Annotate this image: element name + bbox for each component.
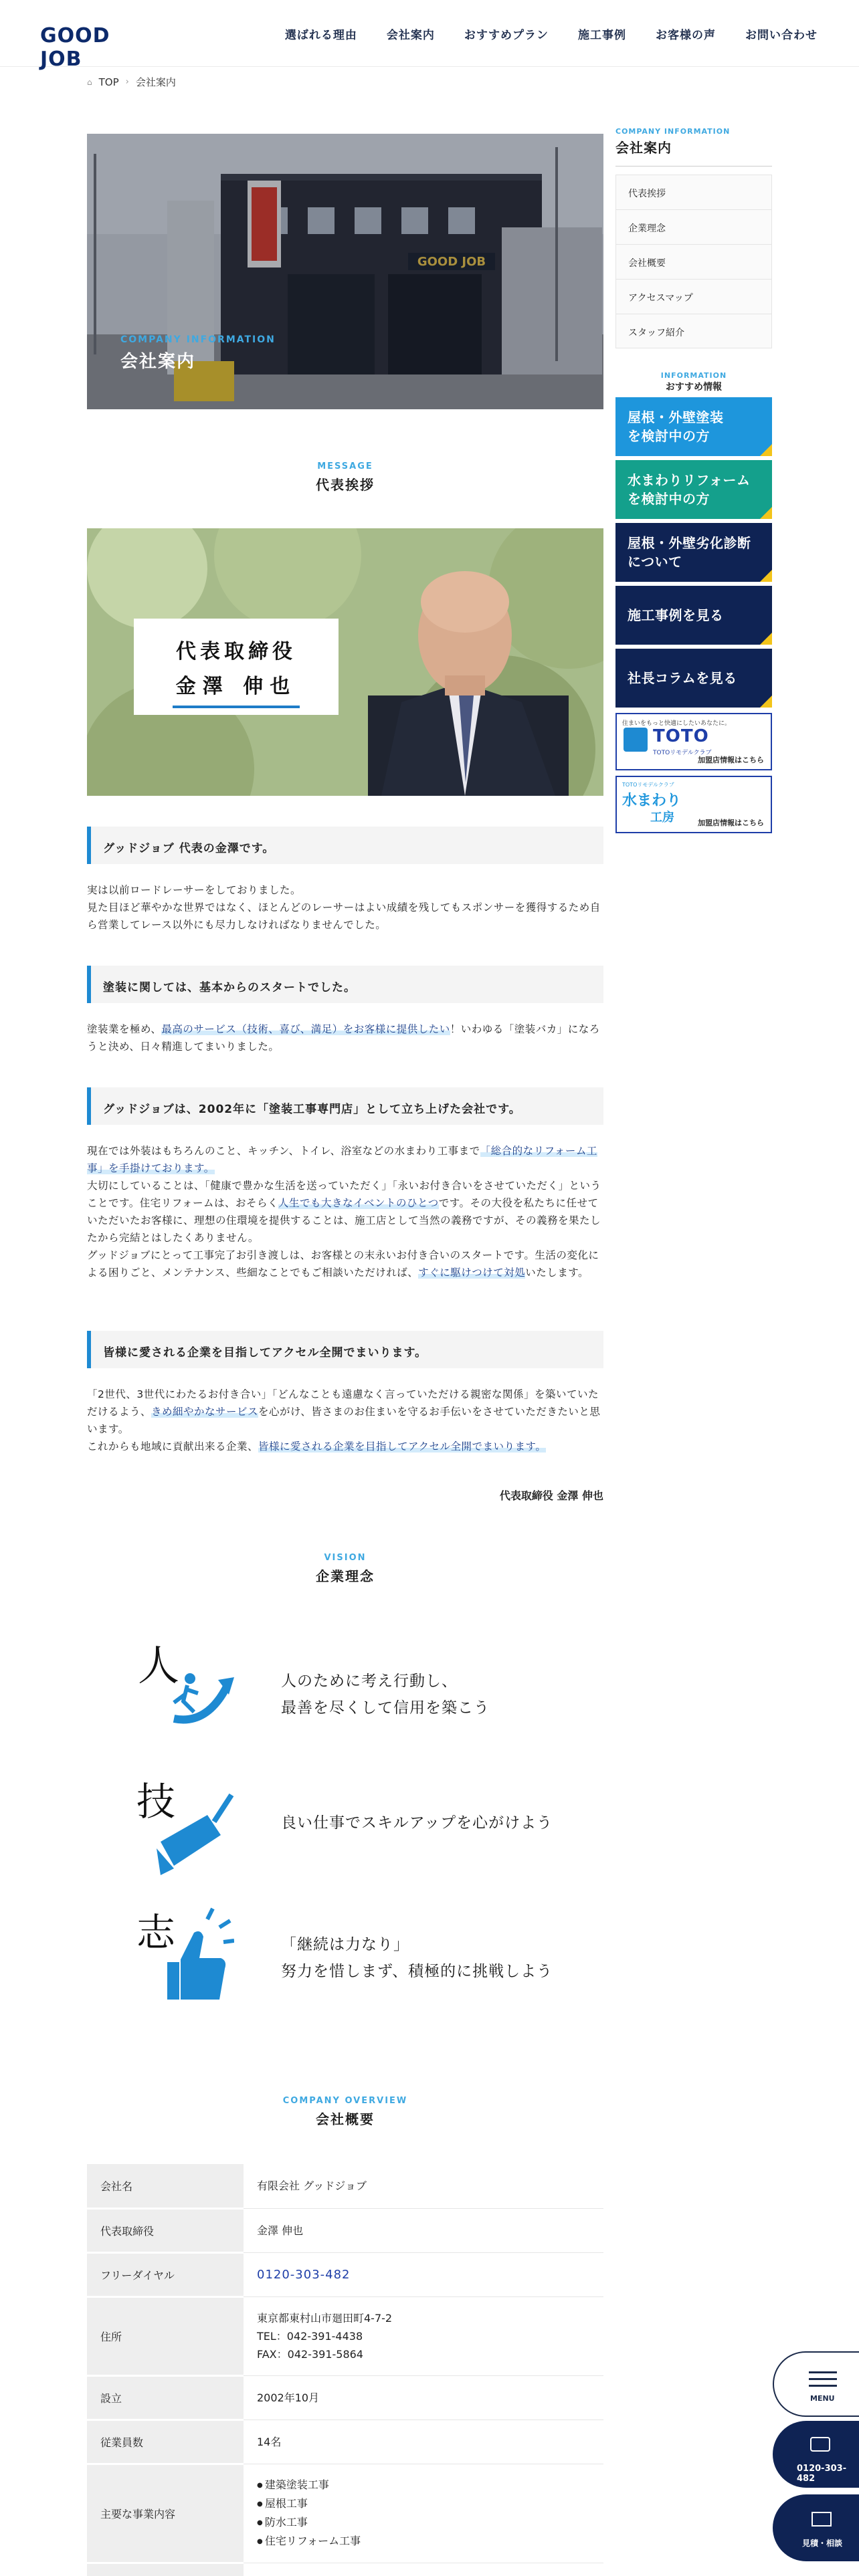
vision-item-1 [87,1638,603,1739]
banner-works[interactable] [615,586,772,645]
block-3-text-d: いたします。 [525,1267,589,1279]
phone-icon [810,2437,830,2452]
block-2-text-b: ！いわゆる「塗装バカ」になろうと決め、日々精進してまいりました。 [87,1023,600,1053]
vision-glyph-3: 志 [136,1910,176,1955]
banner-mizumawari-kobo[interactable] [615,776,772,833]
table-row [87,2252,603,2296]
site-header [0,0,859,71]
toto-mark-icon [624,728,648,752]
nav-reasons[interactable]: 選ばれる理由 [284,29,357,42]
nav-contact[interactable]: お問い合わせ [745,29,818,42]
overview-heading-en: COMPANY OVERVIEW [282,2096,408,2106]
sidebar-info-heading [615,371,772,393]
row-value-freedial [244,2252,603,2296]
nav-voices[interactable]: お客様の声 [656,29,716,42]
mizu-logo-2: 工房 [650,811,674,825]
vision-heading-en: VISION [324,1553,367,1563]
mizu-top: TOTOリモデルクラブ [622,782,674,788]
banner-3-line-2: について [628,554,682,570]
president-role: 代表取締役 [176,640,296,663]
block-3-highlight-1: 「総合的なリフォーム工事」を手掛けております。 [87,1145,597,1174]
nav-plans[interactable]: おすすめプラン [464,29,549,42]
row-label-employees: 従業員数 [87,2420,244,2464]
breadcrumb-current: 会社案内 [135,76,176,88]
message-block-4-body [87,1386,603,1455]
address-line: 東京都東村山市廻田町4-7-2 [257,2311,393,2325]
breadcrumb-home-icon: ⌂ [87,77,92,87]
block-4-text-b: を心がけ、皆さまのお住まいを守るお手伝いをさせていただきたいと思います。 これからも地域に貢献出来る企業、 [87,1406,601,1453]
freedial-link[interactable]: 0120-303-482 [257,2267,351,2282]
vision-2-line-1: 良い仕事でスキルアップを心がけよう [281,1814,553,1832]
vision-3-line-2: 努力を惜しまず、積極的に挑戦しよう [281,1963,553,1980]
message-block-4-heading: 皆様に愛される企業を目指してアクセル全開でまいります。 [87,1331,603,1368]
table-row [87,2464,603,2563]
row-value-address [244,2296,603,2375]
mizu-logo: 水まわり [622,792,682,809]
vision-text-1 [281,1668,490,1721]
floating-menu-button[interactable] [773,2351,859,2417]
vision-item-3 [87,1906,603,2006]
thumbs-up-icon [134,1906,234,2006]
block-4-highlight-1: きめ細やかなサービス [151,1406,259,1418]
banner-5-line-1: 社長コラムを見る [628,670,737,686]
floating-mail-label: 見積・相談 [802,2539,843,2548]
message-block-3-body [87,1142,603,1281]
row-label-freedial: フリーダイヤル [87,2252,244,2296]
banner-2-line-1: 水まわりリフォーム [628,472,751,488]
sidebar-info-en: INFORMATION [660,371,727,380]
list-item: ● 建築塗装工事 [257,2476,590,2494]
sidebar-item-message[interactable]: 代表挨拶 [615,175,772,209]
vision-heading-ja: 企業理念 [316,1568,375,1584]
row-value-employees: 14名 [244,2420,603,2464]
block-2-text-a: 塗装業を極め、 [87,1023,162,1035]
table-row [87,2563,603,2576]
table-row [87,2375,603,2420]
message-heading [87,461,603,494]
vision-3-line-1: 「継続は力なり」 [281,1936,409,1953]
logo-text: GOOD JOB [40,24,110,71]
row-label-rep: 代表取締役 [87,2208,244,2252]
floating-tel-button[interactable] [773,2421,859,2488]
breadcrumb-separator: › [125,77,129,87]
hero-image [87,134,603,409]
toto-note: 加盟店情報はこちら [698,756,764,764]
menu-label: MENU [810,2394,835,2403]
message-signature: 代表取締役 金澤 伸也 [499,1489,603,1502]
banner-toto-remodel-club[interactable] [615,713,772,770]
table-row [87,2420,603,2464]
vision-item-2 [87,1775,603,1875]
vision-heading [87,1553,603,1585]
block-3-text-c: です。その大役を私たちに任せていただいたお客様に、理想の住環境を提供することは、施工店として当然の義務ですが、その義務を果たしたから完結とはしたくありません。 グッドジョブにとって工事完了お引き渡しは、お客様との末永いお付き合いのスタートです。生活の変化による困りごと、メンテナンス、些細なことでもご相談いただければ、 [87,1197,601,1279]
block-3-text-b: 大切にしていることは、「健康で豊かな生活を送っていただく」「永いお付き合いをさせていただく」ということです。住宅リフォームは、おそらく [87,1180,601,1209]
list-item: ● 防水工事 [257,2513,590,2532]
breadcrumb-home[interactable]: TOP [98,76,119,88]
sidebar-item-staff[interactable]: スタッフ紹介 [615,314,772,348]
sidebar-en: COMPANY INFORMATION [615,127,731,136]
address-fax: FAX：042-391-5864 [257,2347,363,2361]
mizu-note: 加盟店情報はこちら [698,819,764,827]
president-portrait [87,528,603,796]
row-value-company: 有限会社 グッドジョブ [244,2164,603,2208]
block-3-highlight-3: すぐに駆けつけて対処 [418,1267,526,1279]
overview-heading-ja: 会社概要 [316,2111,375,2127]
breadcrumb [87,75,176,89]
row-label-address: 住所 [87,2296,244,2375]
vision-1-line-1: 人のために考え行動し、 [281,1673,458,1690]
message-block-1-body: 実は以前ロードレーサーをしておりました。 見た目ほど華やかな世界ではなく、ほとんどのレーサーはよい成績を残してもスポンサーを獲得するため自ら営業してレース以外にも尽力しなければなりませんでした。 [87,884,601,931]
banner-1-line-1: 屋根・外壁塗装 [628,409,724,425]
overview-heading [87,2096,603,2128]
toto-tagline: 住まいをもっと快適にしたいあなたに。 [622,720,731,727]
banner-2-line-2: を検討中の方 [628,491,710,507]
banner-roof-wall-paint[interactable] [615,397,772,456]
name-card-underline [173,706,300,708]
table-row [87,2208,603,2252]
sidebar-item-overview[interactable]: 会社概要 [615,244,772,279]
message-block-2-body [87,1021,603,1055]
list-item: ● 屋根工事 [257,2494,590,2513]
table-row [87,2296,603,2375]
nav-works[interactable]: 施工事例 [578,29,626,42]
row-label-company: 会社名 [87,2164,244,2208]
list-item: ● 住宅リフォーム工事 [257,2532,590,2551]
vision-1-line-2: 最善を尽くして信用を築こう [281,1699,490,1717]
paint-roller-icon [134,1775,234,1875]
hero-caption [120,334,276,372]
hero-title: 会社案内 [120,352,196,372]
sidebar-info-ja: おすすめ情報 [665,382,723,393]
banner-1-line-2: を検討中の方 [628,428,710,444]
floating-tel-label: 0120-303-482 [797,2464,847,2484]
row-label-established: 設立 [87,2375,244,2420]
block-4-text-a: 「2世代、3世代にわたるお付き合い」「どんなことも遠慮なく言っていただける親密な関係」を築いていただけるよう、 [87,1388,599,1418]
banner-3-line-1: 屋根・外壁劣化診断 [628,535,751,551]
toto-logo: TOTO [653,726,709,746]
banner-column[interactable] [615,649,772,708]
hero-subtitle: COMPANY INFORMATION [120,334,276,345]
toto-sub: TOTOリモデルクラブ [653,750,712,756]
message-heading-en: MESSAGE [317,461,373,471]
message-block-2-heading: 塗装に関しては、基本からのスタートでした。 [87,966,603,1003]
banner-water-reform[interactable] [615,460,772,519]
block-4-highlight-2: 皆様に愛される企業を目指してアクセル全開でまいります。 [258,1440,547,1453]
menu-icon-bar [809,2385,837,2387]
message-heading-ja: 代表挨拶 [316,477,375,493]
sidebar-item-access[interactable]: アクセスマップ [615,279,772,314]
vision-glyph-2: 技 [136,1779,176,1824]
block-3-highlight-2: 人生でも大きなイベントのひとつ [278,1197,439,1209]
menu-icon-bar [809,2371,837,2373]
mail-icon [812,2512,832,2527]
sidebar [615,127,772,833]
message-block-3-heading: グッドジョブは、2002年に「塗装工事専門店」として立ち上げた会社です。 [87,1087,603,1125]
global-nav [285,25,818,42]
address-tel: TEL：042-391-4438 [257,2329,363,2343]
table-row [87,2164,603,2208]
sidebar-menu [615,175,772,348]
banner-4-line-1: 施工事例を見る [628,607,724,623]
business-list [257,2476,590,2551]
row-value-rep: 金澤 伸也 [244,2208,603,2252]
row-value-established: 2002年10月 [244,2375,603,2420]
company-overview-table [87,2164,603,2576]
vision-glyph-1: 人 [138,1641,180,1690]
vision-text-2 [281,1810,553,1836]
menu-icon-bar [809,2378,837,2380]
vision-text-3 [281,1931,553,1985]
sidebar-item-vision[interactable]: 企業理念 [615,209,772,244]
banner-diagnosis[interactable] [615,523,772,582]
president-name: 金澤 伸也 [175,675,297,698]
block-2-highlight: 最高のサービス（技術、喜び、満足）をお客様に提供したい [161,1023,450,1035]
block-3-text-a: 現在では外装はもちろんのこと、キッチン、トイレ、浴室などの水まわり工事まで [87,1145,480,1157]
sidebar-title: 会社案内 [615,137,772,167]
site-logo[interactable] [40,20,140,71]
person-running-icon [134,1638,234,1739]
nav-company[interactable]: 会社案内 [386,29,435,42]
row-value-business [244,2464,603,2563]
row-label-business: 主要な事業内容 [87,2464,244,2563]
president-name-card [134,619,339,715]
floating-mail-button[interactable] [773,2494,859,2561]
message-block-1-heading: グッドジョブ 代表の金澤です。 [87,827,603,864]
